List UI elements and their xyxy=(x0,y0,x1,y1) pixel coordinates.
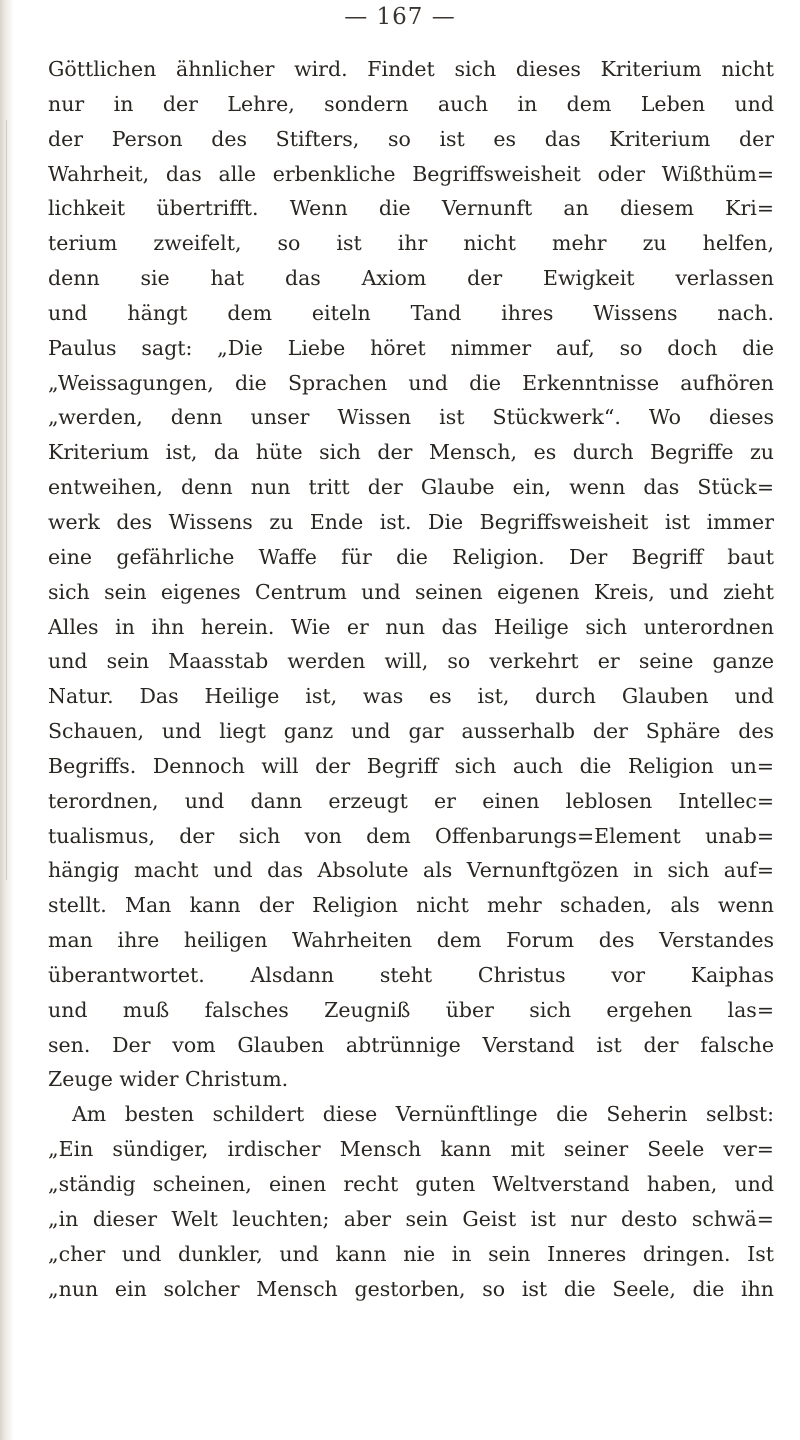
text-line: Begriffs. Dennoch will der Begriff sich auch die Religion un= xyxy=(48,753,774,778)
text-line: hängig macht und das Absolute als Vernunftgözen in sich auf= xyxy=(48,858,774,883)
text-line: „werden, denn unser Wissen ist Stückwerk“. Wo dieses xyxy=(48,405,774,430)
text-line: „Ein sündiger, irdischer Mensch kann mit seiner Seele ver= xyxy=(48,1137,774,1162)
page-number: — 167 — xyxy=(344,4,456,30)
text-line: „cher und dunkler, und kann nie in sein Inneres dringen. Ist xyxy=(48,1241,774,1266)
text-line: man ihre heiligen Wahrheiten dem Forum des Verstandes xyxy=(48,928,774,953)
text-line: und sein Maasstab werden will, so verkehrt er seine ganze xyxy=(48,649,774,674)
text-line: und hängt dem eiteln Tand ihres Wissens nach. xyxy=(48,300,774,325)
text-line: und muß falsches Zeugniß über sich ergehen las= xyxy=(48,997,774,1022)
text-line: tualismus, der sich von dem Offenbarungs=Element unab= xyxy=(48,823,774,848)
text-line: Kriterium ist, da hüte sich der Mensch, es durch Begriffe zu xyxy=(48,440,774,465)
text-line: nur in der Lehre, sondern auch in dem Leben und xyxy=(48,91,774,116)
text-line: eine gefährliche Waffe für die Religion. Der Begriff baut xyxy=(48,544,774,569)
paragraph-end-line: Zeuge wider Christum. xyxy=(48,1067,289,1092)
text-line: Natur. Das Heilige ist, was es ist, durch Glauben und xyxy=(48,684,774,709)
text-line: „Weissagungen, die Sprachen und die Erkenntnisse aufhören xyxy=(48,370,774,395)
text-line: Paulus sagt: „Die Liebe höret nimmer auf, so doch die xyxy=(48,335,774,360)
text-line: Schauen, und liegt ganz und gar ausserhalb der Sphäre des xyxy=(48,719,774,744)
text-line: stellt. Man kann der Religion nicht mehr schaden, als wenn xyxy=(48,893,774,918)
body-text xyxy=(48,52,774,1306)
text-line: terordnen, und dann erzeugt er einen leblosen Intellec= xyxy=(48,788,774,813)
text-line: entweihen, denn nun tritt der Glaube ein, wenn das Stück= xyxy=(48,475,774,500)
text-line: der Person des Stifters, so ist es das Kriterium der xyxy=(48,126,774,151)
paragraph-start-line: Am besten schildert diese Vernünftlinge die Seherin selbst: xyxy=(72,1102,774,1127)
page-edge-line xyxy=(6,120,7,880)
text-line: Göttlichen ähnlicher wird. Findet sich dieses Kriterium nicht xyxy=(48,57,774,81)
text-line: „nun ein solcher Mensch gestorben, so ist die Seele, die ihn xyxy=(48,1276,774,1301)
text-line: „ständig scheinen, einen recht guten Weltverstand haben, und xyxy=(48,1172,774,1196)
text-line: Alles in ihn herein. Wie er nun das Heilige sich unterordnen xyxy=(48,614,774,639)
text-line: überantwortet. Alsdann steht Christus vor Kaiphas xyxy=(48,962,774,987)
text-line: werk des Wissens zu Ende ist. Die Begriffsweisheit ist immer xyxy=(48,509,774,534)
page-binding-shadow xyxy=(0,0,14,1440)
text-line: terium zweifelt, so ist ihr nicht mehr zu helfen, xyxy=(48,231,774,256)
text-line: sen. Der vom Glauben abtrünnige Verstand ist der falsche xyxy=(48,1032,774,1057)
text-line: lichkeit übertrifft. Wenn die Vernunft an diesem Kri= xyxy=(48,196,774,221)
text-line: „in dieser Welt leuchten; aber sein Geist ist nur desto schwä= xyxy=(48,1206,774,1231)
text-line: denn sie hat das Axiom der Ewigkeit verlassen xyxy=(48,266,774,291)
text-line: Wahrheit, das alle erbenkliche Begriffsweisheit oder Wißthüm= xyxy=(48,161,774,186)
text-line: sich sein eigenes Centrum und seinen eigenen Kreis, und zieht xyxy=(48,579,774,604)
